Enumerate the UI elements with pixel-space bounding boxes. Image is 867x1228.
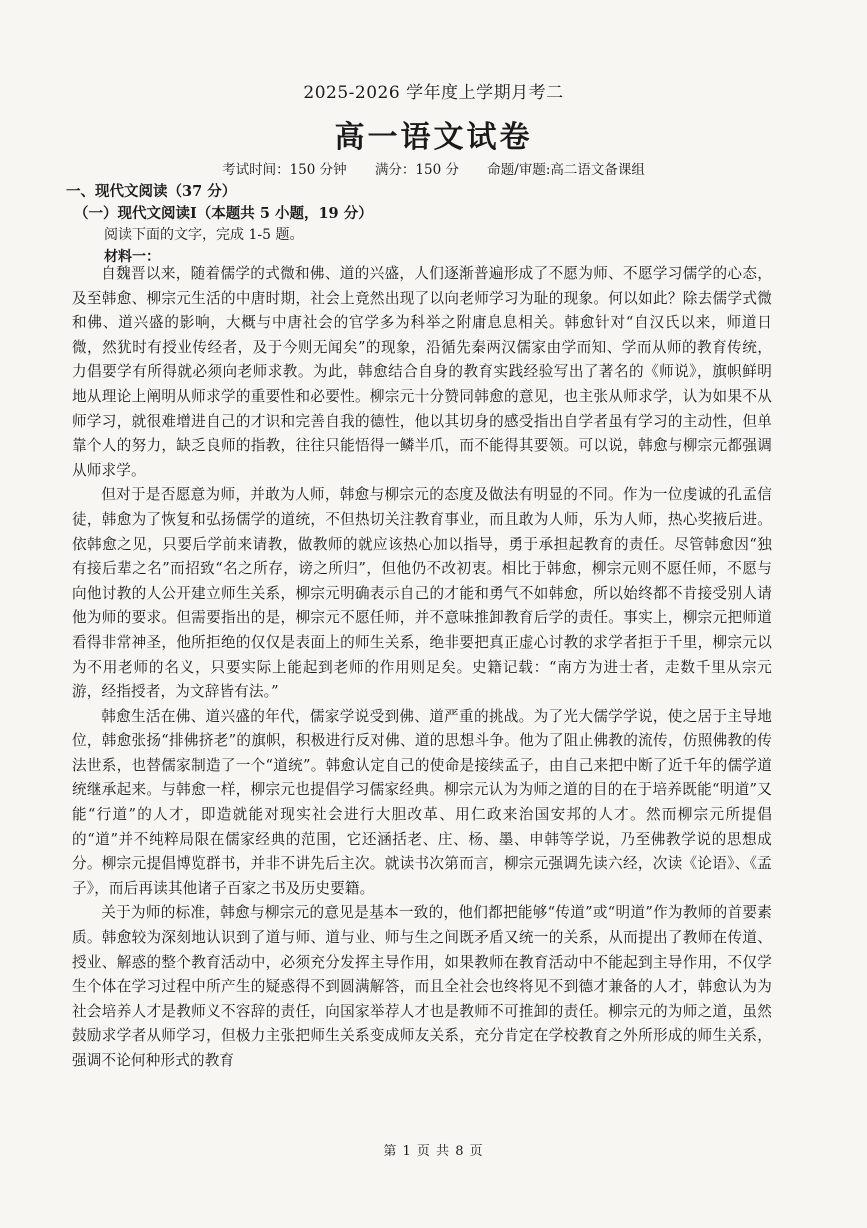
exam-time: 考试时间：150 分钟 [222,162,347,178]
page-title: 高一语文试卷 [334,120,533,155]
subsection-heading: （一）现代文阅读Ⅰ（本题共 5 小题，19 分） [74,205,373,222]
page-number: 第 1 页 共 8 页 [383,1144,484,1159]
school-term: 2025-2026 学年度上学期月考二 [303,83,564,103]
exam-meta [0,158,867,178]
paragraph: 韩愈生活在佛、道兴盛的年代，儒家学说受到佛、道严重的挑战。为了光大儒学学说，使之居于主导地位，韩愈张扬“排佛挤老”的旗帜，积极进行反对佛、道的思想斗争。他为了阻止佛教的流传，仿照佛教的传法世系，也替儒家制造了一个“道统”。韩愈认定自己的使命是接续孟子，由自己来把中断了近千年的儒学道统继承起来。与韩愈一样，柳宗元也提倡学习儒家经典。柳宗元认为为师之道的目的在于培养既能“明道”又能“行道”的人才，即造就能对现实社会进行大胆改革、用仁政来治国安邦的人才。然而柳宗元所提倡的“道”并不纯粹局限在儒家经典的范围，它还涵括老、庄、杨、墨、申韩等学说，乃至佛教学说的思想成分。柳宗元提倡博览群书，并非不讲先后主次。就读书次第而言，柳宗元强调先读六经，次读《论语》、《孟子》，而后再读其他诸子百家之书及历史要籍。 [72,707,772,897]
reading-passage [72,262,772,1074]
paragraph: 关于为师的标准，韩愈与柳宗元的意见是基本一致的，他们都把能够“传道”或“明道”作为教师的首要素质。韩愈较为深刻地认识到了道与师、道与业、师与生之间既矛盾又统一的关系，从而提出了教师在传道、授业、解惑的整个教育活动中，必须充分发挥主导作用，如果教师在教育活动中不能起到主导作用，不仅学生个体在学习过程中所产生的疑惑得不到圆满解答，而且全社会也终将见不到德才兼备的人才，韩愈认为为社会培养人才是教师义不容辞的责任，向国家举荐人才也是教师不可推卸的责任。柳宗元的为师之道，虽然鼓励求学者从师学习，但极力主张把师生关系变成师友关系，充分肯定在学校教育之外所形成的师生关系，强调不论何种形式的教育 [72,904,772,1069]
section-heading: 一、现代文阅读（37 分） [66,183,237,200]
exam-setter: 命题/审题:高二语文备课组 [487,162,645,178]
material-label: 材料一： [104,249,160,265]
instruction: 阅读下面的文字，完成 1-5 题。 [104,227,304,243]
full-score: 满分：150 分 [374,162,459,178]
paragraph: 但对于是否愿意为师，并敢为人师，韩愈与柳宗元的态度及做法有明显的不同。作为一位虔诚的孔孟信徒，韩愈为了恢复和弘扬儒学的道统，不但热切关注教育事业，而且敢为人师，乐为人师，热心奖掖后进。依韩愈之见，只要后学前来请教，做教师的就应该热心加以指导，勇于承担起教育的责任。尽管韩愈因“独有接后辈之名”而招致“名之所存，谤之所归”，但他仍不改初衷。相比于韩愈，柳宗元则不愿任师，不愿与向他讨教的人公开建立师生关系，柳宗元明确表示自己的才能和勇气不如韩愈，所以始终都不肯接受别人请他为师的要求。但需要指出的是，柳宗元不愿任师，并不意味推卸教育后学的责任。事实上，柳宗元把师道看得非常神圣，他所拒绝的仅仅是表面上的师生关系，绝非要把真正虚心讨教的求学者拒于千里，柳宗元以为不用老师的名义，只要实际上能起到老师的作用则足矣。史籍记载：“南方为进士者，走数千里从宗元游，经指授者，为文辞皆有法。” [72,486,772,701]
paragraph: 自魏晋以来，随着儒学的式微和佛、道的兴盛，人们逐渐普遍形成了不愿为师、不愿学习儒学的心态，及至韩愈、柳宗元生活的中唐时期，社会上竟然出现了以向老师学习为耻的现象。何以如此？除去儒学式微和佛、道兴盛的影响，大概与中唐社会的官学多为科举之附庸息息相关。韩愈针对“自汉氏以来，师道日微，然犹时有授业传经者，及于今则无闻矣”的现象，沿循先秦两汉儒家由学而知、学而从师的教育传统，力倡要学有所得就必须向老师求教。为此，韩愈结合自身的教育实践经验写出了著名的《师说》，旗帜鲜明地从理论上阐明从师求学的重要性和必要性。柳宗元十分赞同韩愈的意见，也主张从师求学，认为如果不从师学习，就很难增进自己的才识和完善自我的德性，他以其切身的感受指出自学者虽有学习的主动性，但单靠个人的努力，缺乏良师的指教，往往只能悟得一鳞半爪，而不能得其要领。可以说，韩愈与柳宗元都强调从师求学。 [72,265,772,479]
